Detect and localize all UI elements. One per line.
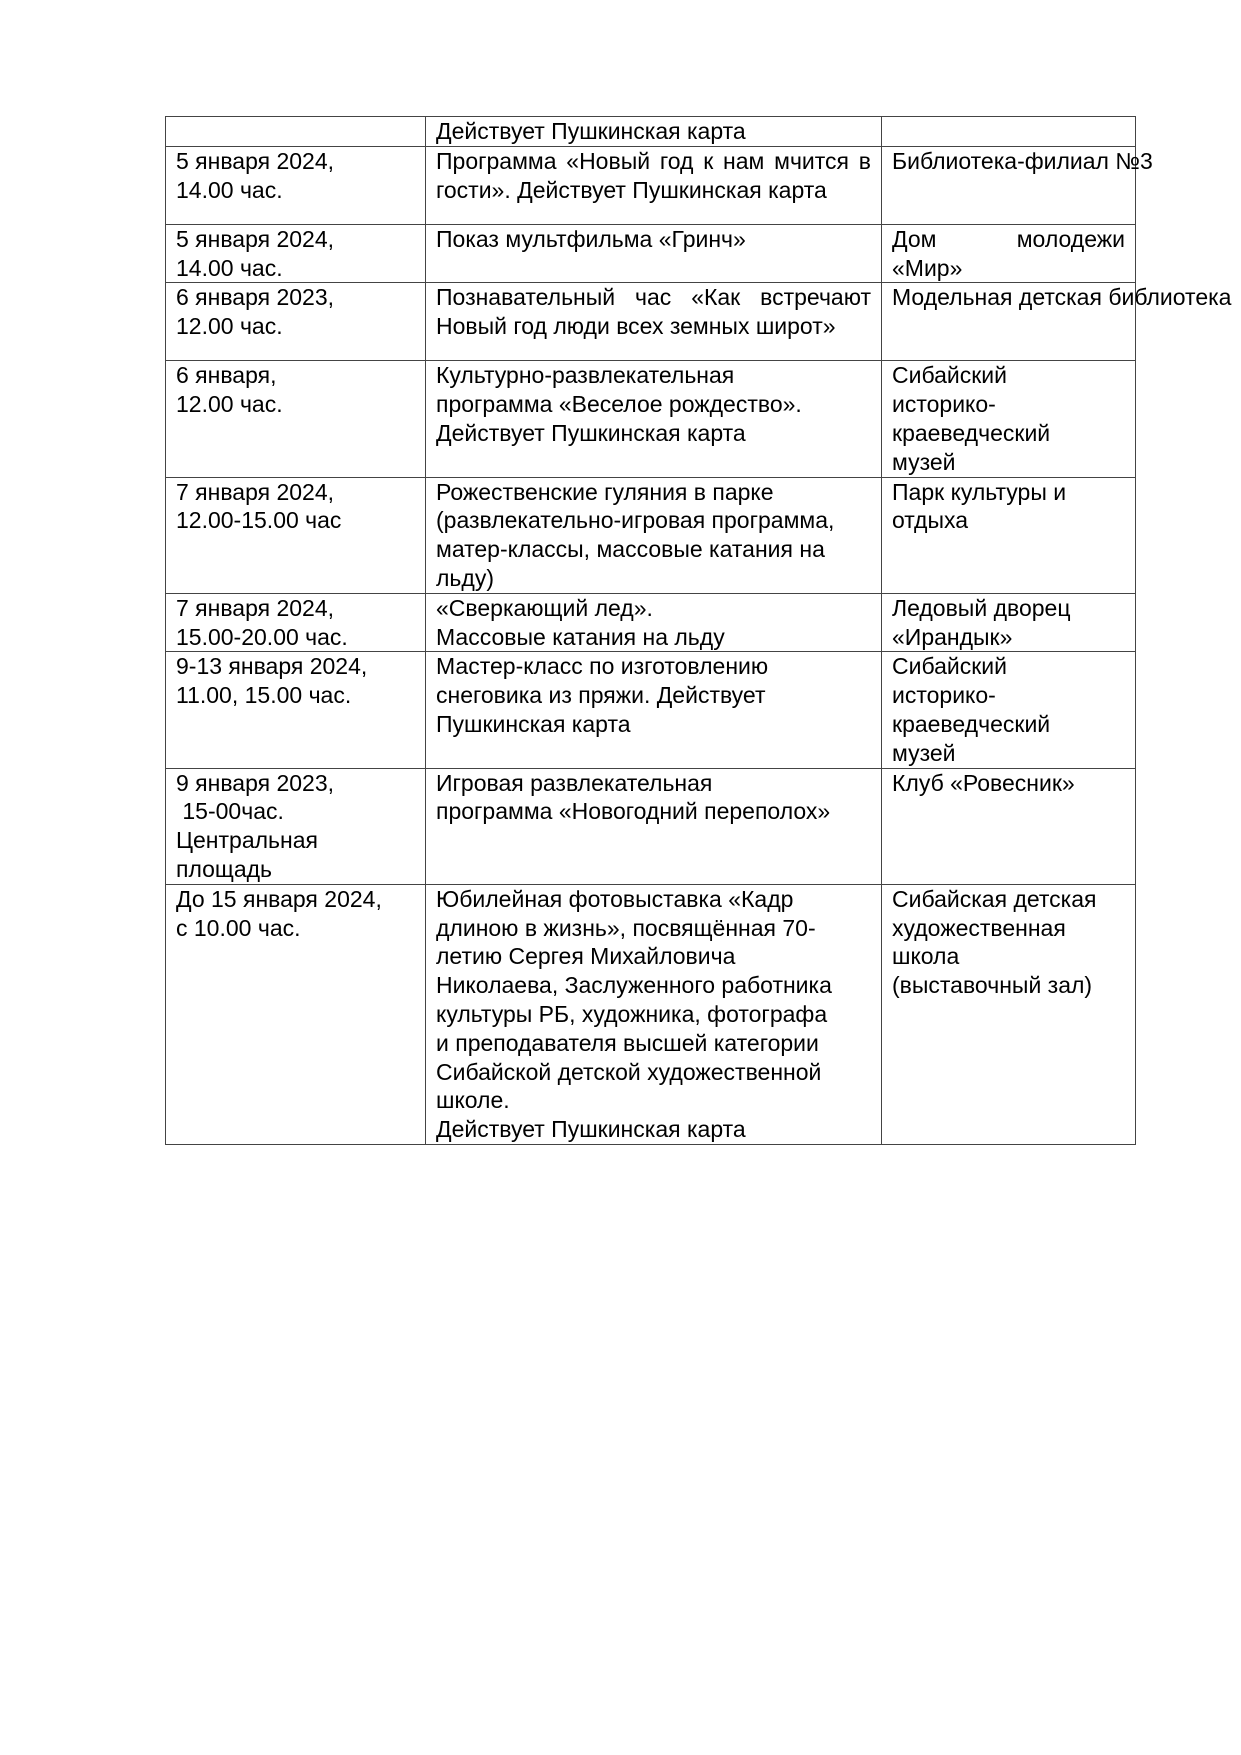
event-text-line: летию Сергея Михайловича <box>436 943 736 970</box>
event-text: Познавательный час «Как встречают Новый год люди всех земных широт» <box>436 284 871 340</box>
event-text-line: Юбилейная фотовыставка «Кадр <box>436 885 794 912</box>
events-table <box>165 116 1232 1145</box>
venue-cell <box>882 593 1136 652</box>
event-text-line: Рожественские гуляния в парке <box>436 478 774 505</box>
event-text-line: (развлекательно-игровая программа, <box>436 507 835 534</box>
event-cell <box>426 117 882 147</box>
event-text-line: Культурно-развлекательная <box>436 362 735 389</box>
table-row <box>166 117 1136 147</box>
event-text-line: программа «Веселое рождество». <box>436 391 802 418</box>
venue-cell <box>882 884 1136 1144</box>
date-cell <box>166 652 426 768</box>
event-text-line: Николаева, Заслуженного работника <box>436 972 832 999</box>
event-cell <box>426 652 882 768</box>
date-cell <box>166 884 426 1144</box>
table-row <box>166 146 1136 224</box>
venue-cell <box>882 117 1136 147</box>
table-row <box>166 652 1136 768</box>
table-row <box>166 224 1136 283</box>
date-text-line: 7 января 2024, <box>176 478 335 505</box>
date-text-line <box>176 117 415 146</box>
event-text-line: льду) <box>436 564 494 591</box>
event-text-line: и преподавателя высшей категории <box>436 1029 819 1056</box>
venue-text-line: Ледовый дворец <box>892 594 1071 621</box>
event-cell <box>426 884 882 1144</box>
event-text-line: длиною в жизнь», посвящённая 70- <box>436 914 816 941</box>
venue-cell <box>882 283 1232 361</box>
event-text-line: Игровая развлекательная <box>436 769 713 796</box>
venue-text-line: Сибайский <box>892 653 1007 680</box>
event-cell <box>426 361 882 477</box>
venue-cell <box>882 224 1136 283</box>
date-cell <box>166 768 426 884</box>
date-text-line: 6 января 2023, <box>176 284 335 311</box>
date-text-line: 7 января 2024, <box>176 594 335 621</box>
date-text-line: площадь <box>176 855 273 882</box>
event-cell <box>426 146 882 224</box>
venue-text-line: Модельная детская библиотека <box>892 284 1232 311</box>
event-cell <box>426 593 882 652</box>
event-text-line: Показ мультфильма «Гринч» <box>436 225 746 252</box>
event-cell <box>426 768 882 884</box>
date-text-line: Центральная <box>176 827 318 854</box>
venue-text-line: школа <box>892 943 960 970</box>
event-text-line: матер-классы, массовые катания на <box>436 536 825 563</box>
venue-cell <box>882 361 1136 477</box>
venue-text-line: историко- <box>892 391 996 418</box>
date-text-line: 14.00 час. <box>176 176 283 203</box>
venue-cell <box>882 652 1136 768</box>
table-row <box>166 283 1136 361</box>
venue-text-line: Парк культуры и <box>892 478 1067 505</box>
table-row <box>166 477 1136 593</box>
date-text-line: До 15 января 2024, <box>176 885 382 912</box>
venue-text-line: музей <box>892 739 956 766</box>
table-row <box>166 884 1136 1144</box>
venue-text-line: Сибайский <box>892 362 1007 389</box>
venue-text-line: краеведческий <box>892 710 1051 737</box>
venue-text-line <box>892 117 1125 146</box>
event-text-line: Действует Пушкинская карта <box>436 118 746 144</box>
date-text-line: 6 января, <box>176 362 277 389</box>
table-row <box>166 768 1136 884</box>
venue-text-line: Сибайская детская <box>892 885 1097 912</box>
event-text-line: «Сверкающий лед». <box>436 594 653 621</box>
venue-text-line: Библиотека-филиал №3 <box>892 147 1153 174</box>
event-text-line: снеговика из пряжи. Действует <box>436 682 766 709</box>
date-text-line: 5 января 2024, <box>176 225 335 252</box>
venue-text-line: историко- <box>892 682 996 709</box>
event-text-line: школе. <box>436 1087 510 1114</box>
event-text-line: Мастер-класс по изготовлению <box>436 653 769 680</box>
date-text-line: 9 января 2023, <box>176 769 335 796</box>
event-cell <box>426 224 882 283</box>
venue-text-line: «Ирандык» <box>892 623 1013 650</box>
date-text-line: 12.00 час. <box>176 313 283 340</box>
venue-text-line: краеведческий <box>892 419 1051 446</box>
event-text-line: культуры РБ, художника, фотографа <box>436 1000 828 1027</box>
event-text: Программа «Новый год к нам мчится в гости». Действует Пушкинская карта <box>436 147 871 203</box>
venue-text-line: Клуб «Ровесник» <box>892 769 1075 796</box>
date-cell <box>166 117 426 147</box>
venue-text-line: художественная <box>892 914 1066 941</box>
date-cell <box>166 477 426 593</box>
venue-text-line: отдыха <box>892 507 969 534</box>
event-cell <box>426 283 882 361</box>
date-text-line: 12.00-15.00 час <box>176 507 342 534</box>
event-text-line: программа «Новогодний переполох» <box>436 798 831 825</box>
event-text-line: Действует Пушкинская карта <box>436 419 746 446</box>
date-text-line: 11.00, 15.00 час. <box>176 682 352 709</box>
table-row <box>166 361 1136 477</box>
venue-cell <box>882 146 1153 224</box>
date-text-line: 5 января 2024, <box>176 147 335 174</box>
venue-cell <box>882 768 1136 884</box>
venue-text-line: (выставочный зал) <box>892 972 1093 999</box>
date-text-line: 14.00 час. <box>176 254 283 281</box>
venue-text-line: музей <box>892 448 956 475</box>
event-text-line: Массовые катания на льду <box>436 623 725 650</box>
date-cell <box>166 224 426 283</box>
date-text-line: с 10.00 час. <box>176 914 301 941</box>
event-text-line: Пушкинская карта <box>436 710 631 737</box>
date-cell <box>166 361 426 477</box>
event-text-line: Действует Пушкинская карта <box>436 1116 746 1143</box>
event-cell <box>426 477 882 593</box>
date-cell <box>166 283 426 361</box>
venue-text: Дом молодежи «Мир» <box>892 225 1125 281</box>
event-text-line: Сибайской детской художественной <box>436 1058 822 1085</box>
date-text-line: 12.00 час. <box>176 391 283 418</box>
date-cell <box>166 146 426 224</box>
date-text-line: 9-13 января 2024, <box>176 653 368 680</box>
table-row <box>166 593 1136 652</box>
date-text-line: 15.00-20.00 час. <box>176 623 348 650</box>
venue-cell <box>882 477 1136 593</box>
date-cell <box>166 593 426 652</box>
date-text-line: 15-00час. <box>176 798 284 825</box>
